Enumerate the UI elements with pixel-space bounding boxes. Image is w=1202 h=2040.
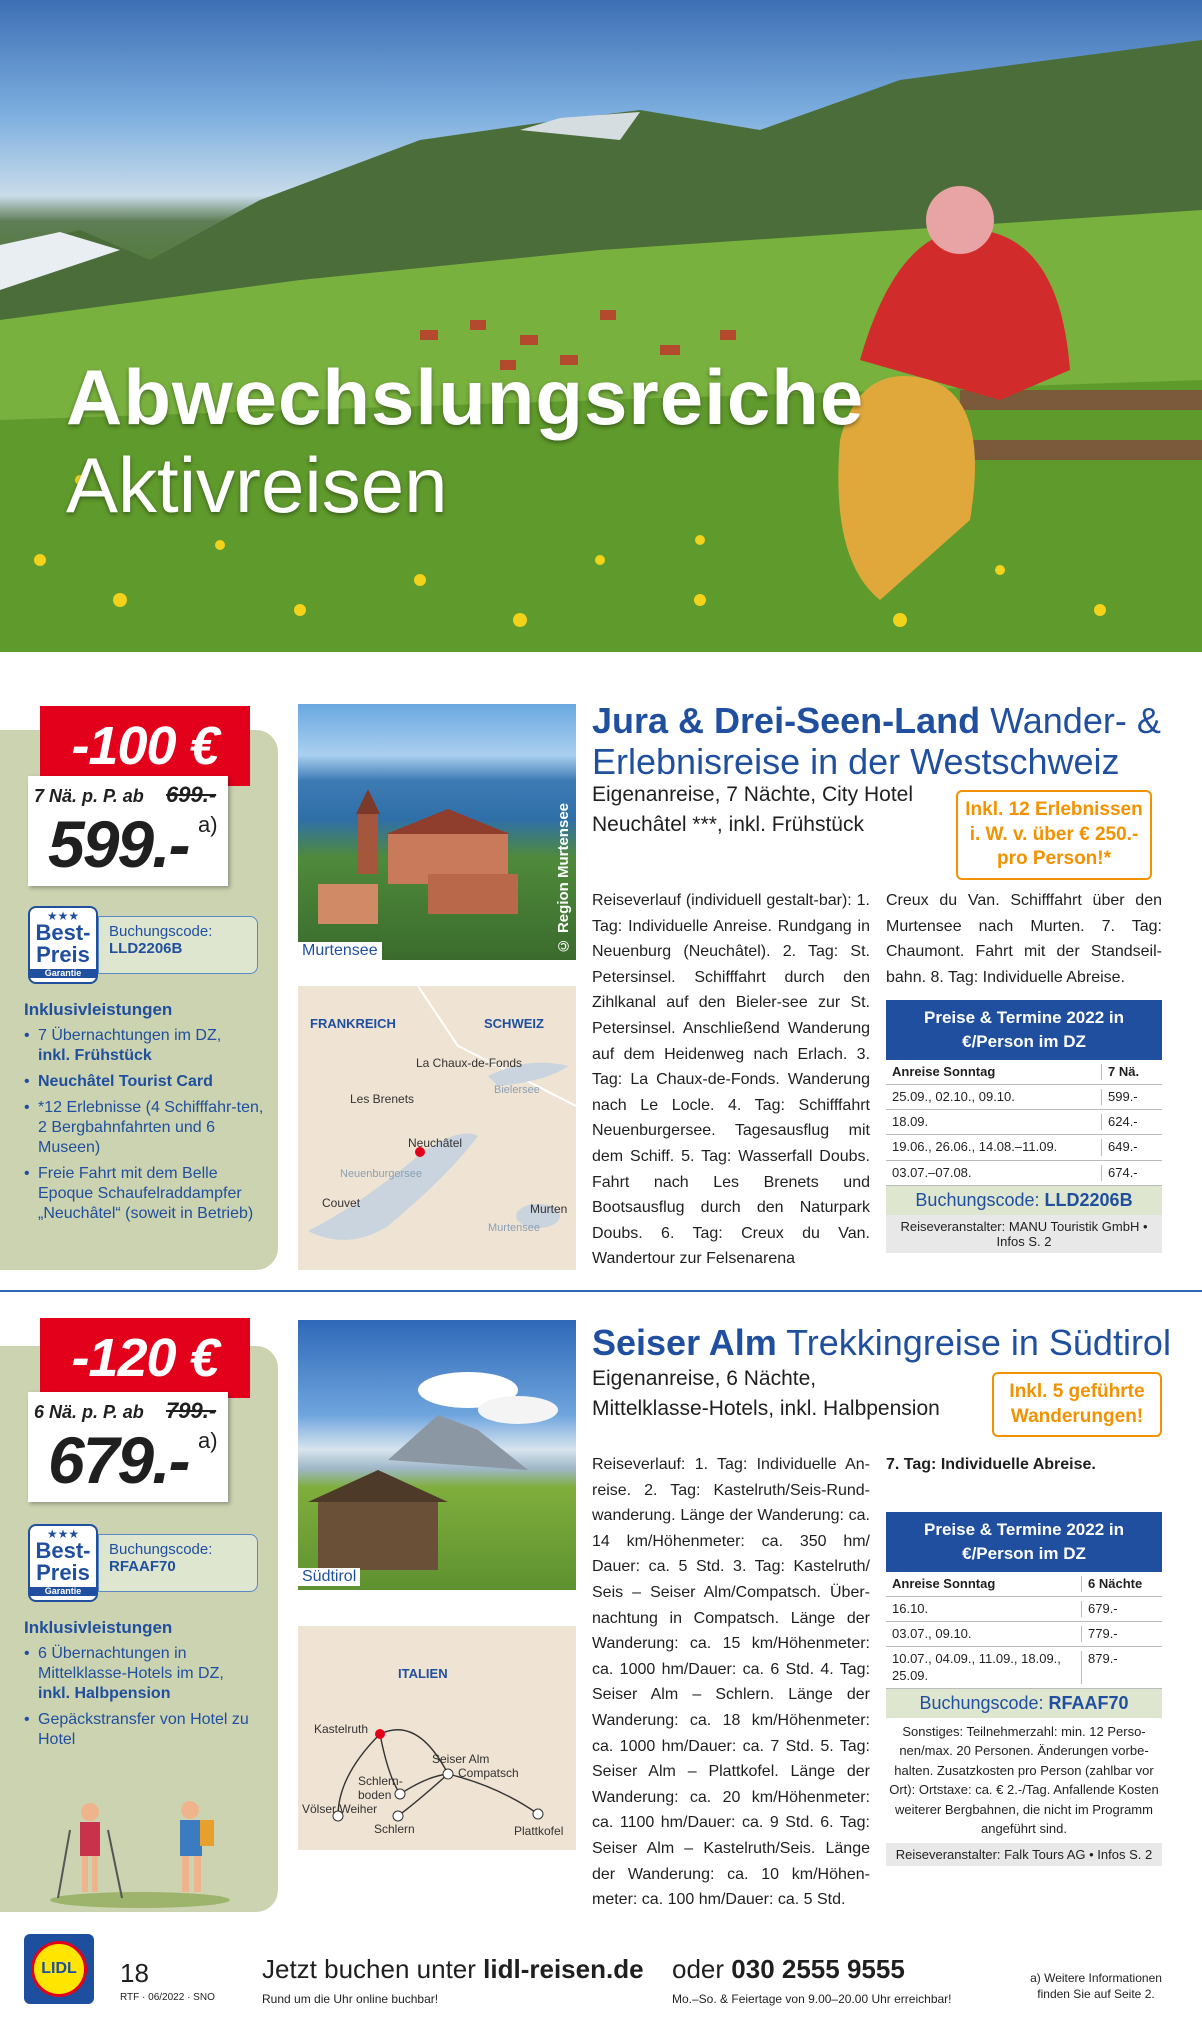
offer1-photo-credit: © Region Murtensee	[555, 802, 572, 954]
offer1-bestpreis-badge	[28, 906, 98, 984]
offer1-bookingcode: LLD2206B	[109, 940, 183, 957]
cta-url[interactable]: lidl-reisen.de	[483, 1954, 644, 1984]
price-row: 19.06., 26.06., 14.08.–11.09. 649.-	[886, 1135, 1162, 1160]
offer2-bookingcode-bar: Buchungscode: RFAAF70	[886, 1689, 1162, 1718]
offer1-bestpreis-l3: Garantie	[30, 969, 96, 978]
map-label-place: Völser Weiher	[302, 1802, 378, 1816]
offer2-bestpreis-l1: Best-	[35, 1538, 91, 1563]
price-row: 03.07., 09.10. 779.-	[886, 1622, 1162, 1647]
phone-number[interactable]: 030 2555 9555	[731, 1954, 905, 1984]
offer2-pricebox	[28, 1392, 228, 1502]
offer2-sub1: Eigenanreise, 6 Nächte,	[592, 1367, 817, 1390]
offer2-price-note: a)	[198, 1428, 218, 1453]
hero-title-bold: Abwechslungsreiche	[66, 353, 865, 441]
offer2-misc: Sonstiges: Teilnehmerzahl: min. 12 Perso-nen/max. 20 Personen. Änderungen vorbe-halten. Zusatzkosten pro Person (zahlbar vor Ort): Ortstaxe: ca. € 2.-/Tag. Anfallende Kosten weiterer Bergbahnen, die nicht im Programm angeführt sind.	[889, 1723, 1159, 1837]
map-label-place: Neuchâtel	[408, 1136, 463, 1150]
offer1-bestpreis-l1: Best-	[35, 920, 91, 945]
offer1-price: 599.-	[48, 807, 189, 881]
footnote: a) Weitere Informationen finden Sie auf Seite 2.	[1030, 1971, 1162, 2002]
offer1-subtitle	[592, 780, 952, 841]
map-label-place: La Chaux-de-Fonds	[416, 1056, 523, 1070]
cta-phone: oder 030 2555 9555	[672, 1954, 905, 1984]
offer2-photo	[298, 1320, 576, 1590]
offer2-inclusions-title: Inklusivleistungen	[24, 1618, 173, 1637]
inclusion-item: • 7 Übernachtungen im DZ, inkl. Frühstück	[24, 1026, 264, 1066]
offer2-photo-caption: Südtirol	[298, 1568, 360, 1586]
offer1-pricebox	[28, 776, 228, 886]
offer2-subtitle	[592, 1364, 972, 1425]
offer2-price: 679.-	[48, 1423, 189, 1497]
map-label-place: Seiser Alm	[432, 1752, 490, 1766]
map-label-place: Les Brenets	[350, 1092, 415, 1106]
offer1-discount: -100 €	[40, 706, 250, 786]
offer1-title-bold: Jura & Drei-Seen-Land	[592, 700, 981, 741]
price-table-header: Anreise Sonntag 7 Nä.	[886, 1060, 1162, 1085]
offer1-bookingcode-box	[98, 916, 258, 974]
offer2-bookingcode: RFAAF70	[109, 1558, 176, 1575]
offer2-nights: 6 Nä. p. P. ab	[34, 1402, 144, 1422]
inclusion-item: • Neuchâtel Tourist Card	[24, 1072, 264, 1092]
offer2-price-title: Preise & Termine 2022 in €/Person im DZ	[886, 1512, 1162, 1572]
offer1-highlight: Inkl. 12 Erlebnissen i. W. v. über € 250.- pro Person!*	[956, 790, 1152, 880]
offer2-bestpreis-badge	[28, 1524, 98, 1602]
stars-icon: ★★★	[46, 1527, 80, 1541]
mountain-landscape	[0, 0, 1202, 652]
offer1-sub2: Neuchâtel ***, inkl. Frühstück	[592, 813, 864, 837]
offer1-sub1: Eigenanreise, 7 Nächte, City Hotel	[592, 783, 913, 806]
offer2-map	[298, 1626, 576, 1850]
map-label-place: Murten	[530, 1202, 568, 1216]
offer2-bookingcode-box	[98, 1534, 258, 1592]
hikers-illustration	[40, 1790, 240, 1910]
offer1-price-title: Preise & Termine 2022 in €/Person im DZ	[886, 1000, 1162, 1060]
offer1-map	[298, 986, 576, 1270]
price-row: 25.09., 02.10., 09.10. 599.-	[886, 1085, 1162, 1110]
hero-image	[0, 0, 1202, 652]
offer1-title-rest1: Wander- &	[990, 700, 1161, 741]
offer2-bestpreis-l2: Preis	[36, 1560, 90, 1585]
inclusion-item: • Gepäckstransfer von Hotel zu Hotel	[24, 1710, 264, 1750]
map-label-lake: Murtensee	[488, 1222, 540, 1234]
map-label-lake: Neuenburgersee	[340, 1168, 422, 1180]
map-label-place: Kastelruth	[314, 1722, 369, 1736]
section-divider	[0, 1290, 1202, 1292]
offer1-price-table	[886, 1000, 1162, 1253]
offer1-bookingcode-label: Buchungscode:	[109, 923, 213, 940]
offer1-old-price: 699.-	[166, 782, 217, 807]
offer1-inclusions-title: Inklusivleistungen	[24, 1000, 173, 1019]
offer1-nights: 7 Nä. p. P. ab	[34, 786, 144, 806]
stars-icon: ★★★	[46, 909, 80, 923]
map-label-place: Schlern	[374, 1822, 415, 1836]
offer2-discount: -120 €	[40, 1318, 250, 1398]
offer2-bestpreis-l3: Garantie	[30, 1587, 96, 1596]
price-table-header: Anreise Sonntag 6 Nächte	[886, 1572, 1162, 1597]
map-label-place: Plattkofel	[514, 1824, 564, 1838]
map-label-country: FRANKREICH	[310, 1016, 396, 1031]
map-label-lake: Bielersee	[494, 1084, 540, 1096]
offer2-price-table	[886, 1512, 1162, 1866]
offer2-itinerary-col1: Reiseverlauf: 1. Tag: Individuelle An-reise. 2. Tag: Kastelruth/Seis-Rund-wanderung. Länge der Wanderung: ca. 14 km/Höhenmeter: ca. 350 hm/ Dauer: ca. 5 Std. 3. Tag: Kastelruth/ Seis – Seiser Alm/Compatsch. Über-nachtung in Compatsch. Länge der Wanderung: ca. 15 km/Höhenmeter: ca. 1000 hm/Dauer: ca. 6 Std. 4. Tag: Seiser Alm – Schlern. Länge der Wanderung: ca. 18 km/Höhenmeter: ca. 1000 hm/Dauer: ca. 7 Std. 5. Tag: Seiser Alm – Plattkofel. Länge der Wanderung: ca. 20 km/Höhenmeter: ca. 1100 hm/Dauer: ca. 9 Std. 6. Tag: Seiser Alm – Kastelruth/Seis. Länge der Wanderung: ca. 10 km/Höhen-meter: ca. 100 hm/Dauer: ca. 5 Std.	[592, 1456, 870, 1909]
alpine-hut-illustration	[298, 1320, 576, 1590]
offer2-organizer: Reiseveranstalter: Falk Tours AG • Infos S. 2	[886, 1843, 1162, 1866]
price-row: 10.07., 04.09., 11.09., 18.09., 25.09. 879.-	[886, 1647, 1162, 1689]
price-row: 03.07.–07.08. 674.-	[886, 1161, 1162, 1186]
offer1-inclusions	[24, 1000, 264, 1230]
phone-sub: Mo.–So. & Feiertage von 9.00–20.00 Uhr erreichbar!	[672, 1992, 952, 2006]
price-row: 18.09. 624.-	[886, 1110, 1162, 1135]
offer1-itinerary-col1: Reiseverlauf (individuell gestalt-bar): 1. Tag: Individuelle Anreise. Rundgang in Neuenburg (Neuchâtel). 2. Tag: St. Petersinsel. Schifffahrt durch den Zihlkanal auf den Bieler-see zur St. Petersinsel. Anschließend Wanderung auf dem Heidenweg nach Erlach. 3. Tag: La Chaux-de-Fonds. Wanderung nach Le Locle. 4. Tag: Schifffahrt Neuenburgersee. Tagesausflug mit dem Schiff. 5. Tag: Wasserfall Doubs. Fahrt nach Les Brenets und Bootsausflug durch den Naturpark Doubs. 6. Tag: Creux du Van. Wandertour zur Felsenarena	[592, 892, 870, 1268]
offer1-photo-caption: Murtensee	[298, 942, 382, 960]
map-label-place: Schlern-boden	[358, 1774, 403, 1803]
lidl-logo[interactable]	[24, 1934, 94, 2004]
hero-title-light: Aktivreisen	[66, 441, 448, 529]
castle-town-illustration	[298, 704, 576, 960]
map-label-country: SCHWEIZ	[484, 1016, 544, 1031]
hike-route-map	[298, 1626, 576, 1850]
offer1-price-note: a)	[198, 812, 218, 837]
offer1-bestpreis-l2: Preis	[36, 942, 90, 967]
lidl-logo-text: LIDL	[31, 1941, 87, 1997]
offer1-title	[592, 700, 1192, 783]
inclusion-item: • Freie Fahrt mit dem Belle Epoque Schaufelraddampfer „Neuchâtel“ (soweit in Betrieb)	[24, 1164, 264, 1224]
offer2-title	[592, 1322, 1192, 1363]
offer2-title-rest: Trekkingreise in Südtirol	[786, 1322, 1171, 1363]
map-label-place: Couvet	[322, 1196, 361, 1210]
page-number: 18	[120, 1958, 149, 1988]
offer2-sub2: Mittelklasse-Hotels, inkl. Halbpension	[592, 1397, 940, 1421]
price-row: 16.10. 679.-	[886, 1597, 1162, 1622]
inclusion-item: • *12 Erlebnisse (4 Schifffahr-ten, 2 Bergbahnfahrten und 6 Museen)	[24, 1098, 264, 1158]
offer1-bookingcode-bar: Buchungscode: LLD2206B	[886, 1186, 1162, 1215]
inclusion-item: • 6 Übernachtungen in Mittelklasse-Hotels im DZ, inkl. Halbpension	[24, 1644, 264, 1704]
offer2-bookingcode-label: Buchungscode:	[109, 1541, 213, 1558]
offer2-title-bold: Seiser Alm	[592, 1322, 777, 1363]
page-code: RTF · 06/2022 · SNO	[120, 1992, 215, 2003]
offer1-itinerary-col2: Creux du Van. Schifffahrt über den Murtensee nach Murten. 7. Tag: Chaumont. Fahrt mit der Standseil-bahn. 8. Tag: Individuelle Abreise.	[886, 892, 1162, 986]
offer1-organizer: Reiseveranstalter: MANU Touristik GmbH • Infos S. 2	[886, 1215, 1162, 1253]
offer1-photo	[298, 704, 576, 960]
offer2-itinerary-col2: 7. Tag: Individuelle Abreise.	[886, 1456, 1096, 1473]
map-label-country: ITALIEN	[398, 1666, 448, 1681]
offer1-title-rest2: Erlebnisreise in der Westschweiz	[592, 741, 1120, 783]
map-label-place: Compatsch	[458, 1766, 519, 1780]
cta-booking: Jetzt buchen unter lidl-reisen.de	[262, 1954, 644, 1984]
cta-sub: Rund um die Uhr online buchbar!	[262, 1992, 439, 2006]
offer2-highlight: Inkl. 5 geführte Wanderungen!	[992, 1372, 1162, 1437]
offer2-inclusions	[24, 1618, 264, 1756]
offer2-old-price: 799.-	[166, 1398, 217, 1423]
